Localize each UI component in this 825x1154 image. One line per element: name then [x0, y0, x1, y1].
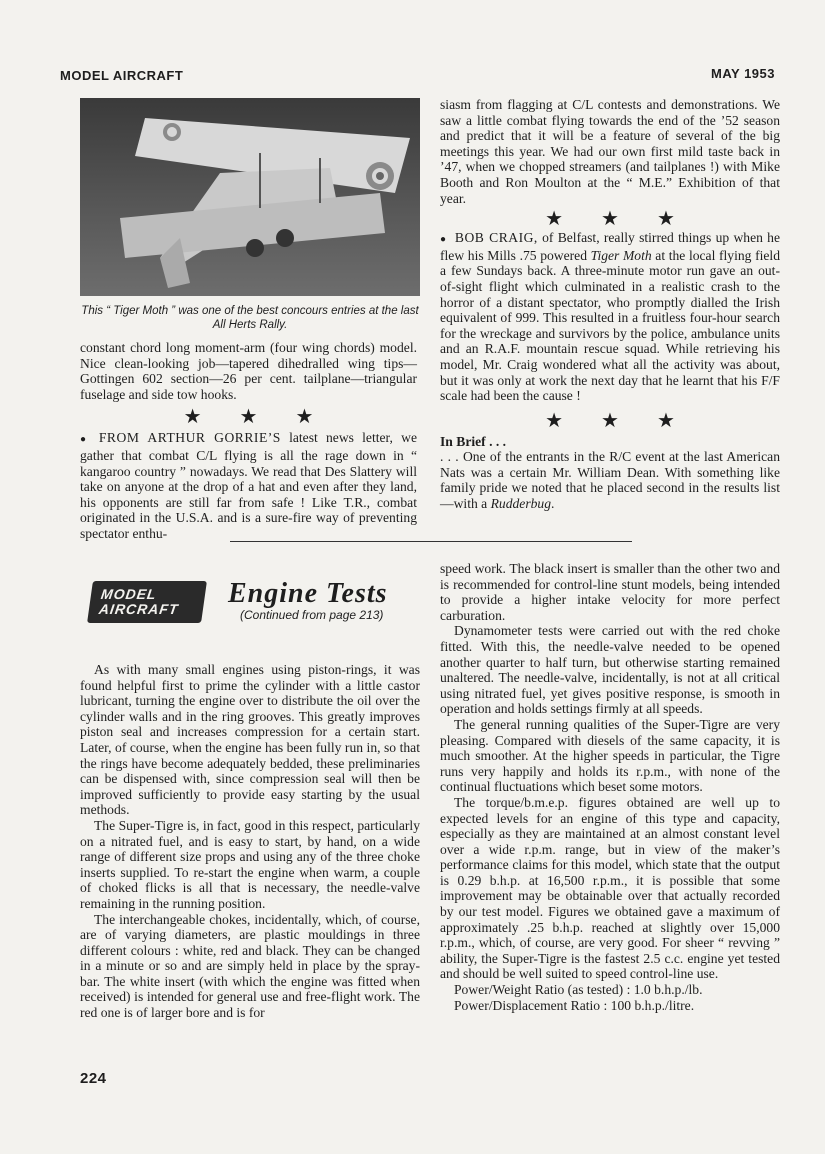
- photo-caption: This “ Tiger Moth ” was one of the best concours entries at the last All Herts Rally.: [81, 305, 419, 331]
- spec-line: Power/Weight Ratio (as tested) : 1.0 b.h.p./lb.: [454, 982, 703, 998]
- biplane-icon: [80, 98, 420, 296]
- paragraph-text: latest news letter, we gather that combat C/L flying is all the rage down in “ kangaroo country ” nowadays. We read that Des Slattery will take on anyone at the drop of a hat and even after they land, his opponents are still far from safe ! Like T.R., combat originated in the U.S.A. and is a sure-fire way of preventing spectator enthu-: [80, 430, 417, 541]
- engine-tests-right-column: [440, 561, 780, 1013]
- paragraph: siasm from flagging at C/L contests and demonstrations. We saw a little combat flying towards the end of the ’52 season and predict that it will be a feature of several of the big meetings this year. We had our own first mild taste back in ’47, when we chopped streamers (and tailplanes !) with Mike Booth and Ron Moulton at the “ M.E.” Exhibition of that year.: [440, 97, 780, 206]
- magazine-title: MODEL AIRCRAFT: [60, 68, 184, 83]
- model-aircraft-logo: [90, 581, 204, 623]
- issue-date: MAY 1953: [711, 66, 775, 81]
- paragraph-text: at the local flying field a few Sundays back. A three-minute motor run gave an out-of-sight flight which culminated in a realistic crash to the horror of a distant spectator, who promptly dialled the Irish equivalent of 999. This resulted in a fruitless four-hour search for the wreckage and survivors by the police, ambulance units and an R.A.F. mountain rescue squad. While retrieving his model, Mr. Craig wondered what all the activity was about, but it was only at work the next day that he learnt that his F/F scale had been the cause !: [440, 247, 780, 404]
- page-number: 224: [80, 1070, 107, 1087]
- paragraph-text: . . . One of the entrants in the R/C event at the last American Nats was a certain Mr. William Dean. With something like family pride we noted that he placed second in the results list—with a: [440, 449, 780, 512]
- logo-line: MODEL: [100, 586, 158, 602]
- left-column-top: [80, 340, 417, 542]
- lead-in: BOB CRAIG,: [454, 230, 538, 246]
- paragraph: The general running qualities of the Super-Tigre are very pleasing. Compared with diesels of the same capacity, it is much smoother. At the higher speeds in particular, the Tigre runs very happily and holds its r.p.m., with none of the continual fluctuations which beset some motors.: [440, 716, 780, 795]
- bullet-icon: ●: [80, 434, 91, 446]
- section-divider-stars: ★★★: [183, 406, 352, 429]
- paragraph-text: of Belfast, really stirred things up when he flew his Mills .75 powered: [440, 230, 780, 263]
- paragraph: speed work. The black insert is smaller than the other two and is recommended for control-line stunt models, being intended to provide a higher intake velocity for more perfect carburation.: [440, 561, 780, 623]
- bullet-icon: ●: [440, 234, 447, 246]
- paragraph-text: .: [551, 496, 555, 512]
- right-column-top: [440, 97, 780, 512]
- paragraph: The torque/b.m.e.p. figures obtained are well up to expected levels for an engine of this type and capacity, especially as they are maintained at an almost constant level over a wide r.p.m. range, but in view of the maker’s performance claims for this model, which state that the output is 0.29 b.h.p. at 16,500 r.p.m., it is possible that some improvement may be obtainable over that actually recorded by our test model. Figures we obtained gave a maximum of approximately .25 b.h.p. reached at slightly over 15,000 r.p.m., which, of course, are very good. For sheer “ revving ” ability, the Super-Tigre is the fastest 2.5 c.c. engine yet tested and should be well suited to speed control-line use.: [440, 794, 780, 982]
- paragraph: [80, 430, 417, 541]
- paragraph: Dynamometer tests were carried out with the red choke fitted. With this, the needle-valve needed to be opened another quarter to half turn, but otherwise starting remained unaltered. The needle-valve, incidentally, is not at all critical using nitrated fuel, yet gives positive response, is smooth in operation and holds settings firmly at all speeds.: [440, 623, 780, 717]
- paragraph: [440, 449, 780, 511]
- paragraph: The Super-Tigre is, in fact, good in this respect, particularly on a nitrated fuel, and is easy to start, by hand, on a wide range of different size props and using any of the three choke inserts supplied. To re-start the engine when warm, a couple of choked flicks is all that is necessary, the needle-valve remaining in the running position.: [80, 817, 420, 911]
- model-name: Rudderbug: [490, 496, 552, 512]
- paragraph: As with many small engines using piston-rings, it was found helpful first to prime the cylinder with a little castor lubricant, turning the engine over to distribute the oil over the cylinder walls and in the ring grooves. This greatly improves piston seal and increases compression for a certain start. Later, of course, when the engine has been fully run in, so that the rings have become adequately bedded, these preliminaries can be dispensed with, since compression seal will then be improved sufficiently to provide easy starting by the usual methods.: [80, 662, 420, 818]
- paragraph: The interchangeable chokes, incidentally, which, of course, are of varying diameters, are plastic mouldings in three different colours : white, red and black. They can be changed in a minute or so and are simply held in place by the spray-bar. The white insert (with which the engine was fitted when received) is intended for general use and free-flight work. The red one is of larger bore and is for: [80, 911, 420, 1021]
- spec-line: Power/Displacement Ratio : 100 b.h.p./litre.: [454, 997, 695, 1013]
- lead-in: FROM ARTHUR GORRIE’S: [98, 430, 281, 446]
- paragraph: constant chord long moment-arm (four wing chords) model. Nice clean-looking job—tapered dihedralled wing tips—Gottingen 602 section—26 per cent. tailplane—triangular fuselage and side tow hooks.: [80, 340, 417, 402]
- model-name: Tiger Moth: [590, 247, 652, 263]
- section-divider-stars: ★★★: [545, 409, 713, 432]
- article-title: Engine Tests: [228, 578, 388, 609]
- section-rule: [230, 541, 632, 542]
- logo-line: AIRCRAFT: [97, 601, 180, 617]
- section-heading: In Brief . . .: [440, 433, 507, 449]
- biplane-photo: [80, 98, 420, 296]
- engine-tests-left-column: [80, 662, 420, 1021]
- paragraph: [440, 230, 780, 404]
- section-divider-stars: ★★★: [545, 208, 713, 231]
- article-subtitle: (Continued from page 213): [240, 608, 384, 622]
